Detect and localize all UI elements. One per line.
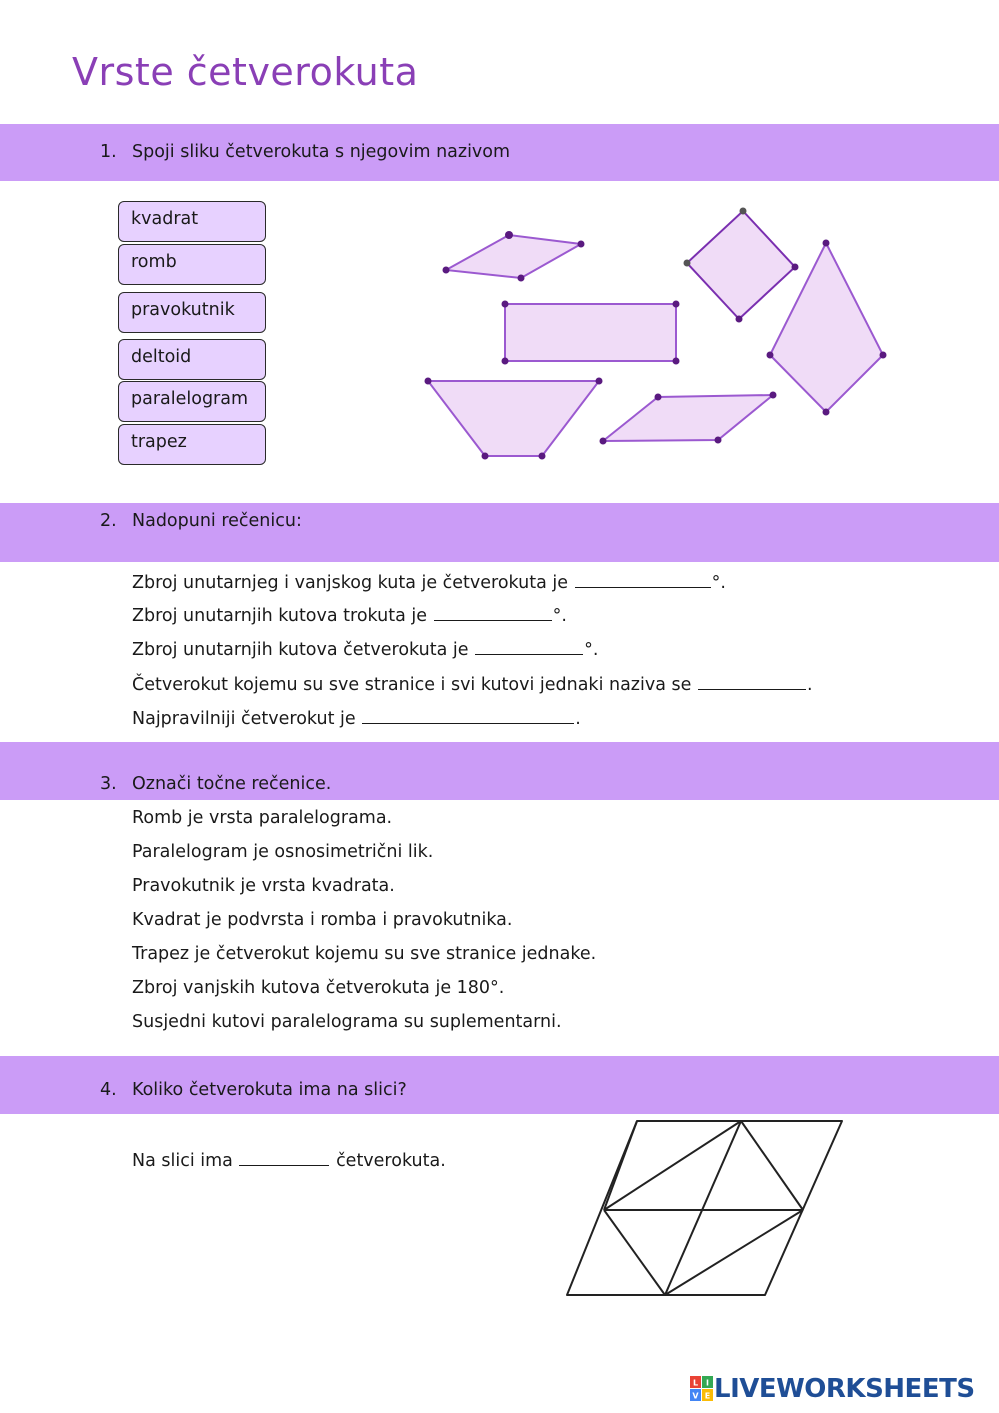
q4-answer-line: Na slici ima četverokuta. [132, 1151, 446, 1171]
shape-square-rotated[interactable] [684, 208, 799, 323]
q2-sentence-5: Najpravilniji četverokut je . [132, 709, 581, 729]
fill-blank-4[interactable] [698, 673, 806, 690]
svg-text:V: V [692, 1391, 699, 1401]
counting-figure [555, 1112, 855, 1304]
q1-text: Spoji sliku četverokuta s njegovim nazivom [132, 142, 511, 162]
statement-4[interactable]: Kvadrat je podvrsta i romba i pravokutnika. [132, 910, 513, 930]
label-box-trapez[interactable]: trapez [118, 424, 266, 465]
label-box-pravokutnik[interactable]: pravokutnik [118, 292, 266, 333]
label-box-romb[interactable]: romb [118, 244, 266, 285]
q2-heading [100, 511, 302, 531]
q4-text: Koliko četverokuta ima na slici? [132, 1080, 407, 1100]
q2-sentence-2: Zbroj unutarnjih kutova trokuta je °. [132, 606, 567, 626]
liveworksheets-logo-icon [690, 1376, 714, 1402]
label-box-paralelogram[interactable]: paralelogram [118, 381, 266, 422]
q2-text: Nadopuni rečenicu: [132, 511, 302, 531]
q3-heading [100, 774, 331, 794]
fill-blank-1[interactable] [575, 571, 711, 588]
fill-blank-count[interactable] [239, 1149, 329, 1166]
statement-6[interactable]: Zbroj vanjskih kutova četverokuta je 180°. [132, 978, 505, 998]
shape-parallelogram-top[interactable] [443, 231, 585, 282]
label-box-deltoid[interactable]: deltoid [118, 339, 266, 380]
q4-number: 4. [100, 1080, 117, 1100]
fill-blank-5[interactable] [362, 707, 574, 724]
q1-number: 1. [100, 142, 117, 162]
label-box-kvadrat[interactable]: kvadrat [118, 201, 266, 242]
statement-2[interactable]: Paralelogram je osnosimetrični lik. [132, 842, 434, 862]
q2-number: 2. [100, 511, 117, 531]
svg-text:E: E [704, 1391, 711, 1401]
liveworksheets-text: LIVEWORKSHEETS [714, 1374, 975, 1404]
fill-blank-2[interactable] [434, 604, 552, 621]
svg-text:L: L [692, 1378, 699, 1388]
q2-sentence-1: Zbroj unutarnjeg i vanjskog kuta je četverokuta je °. [132, 573, 726, 593]
statement-1[interactable]: Romb je vrsta paralelograma. [132, 808, 393, 828]
liveworksheets-logo [690, 1374, 975, 1404]
statement-3[interactable]: Pravokutnik je vrsta kvadrata. [132, 876, 395, 896]
shape-rectangle[interactable] [502, 301, 680, 365]
q3-number: 3. [100, 774, 117, 794]
shape-trapezoid[interactable] [425, 378, 603, 460]
statement-5[interactable]: Trapez je četverokut kojemu su sve stranice jednake. [132, 944, 597, 964]
svg-text:I: I [706, 1378, 709, 1388]
q4-heading [100, 1080, 407, 1100]
quadrilateral-shapes [0, 0, 999, 480]
page-title: Vrste četverokuta [72, 50, 419, 94]
q2-sentence-4: Četverokut kojemu su sve stranice i svi kutovi jednaki naziva se . [132, 675, 813, 695]
shape-parallelogram-bottom[interactable] [600, 392, 777, 445]
fill-blank-3[interactable] [475, 638, 583, 655]
statement-7[interactable]: Susjedni kutovi paralelograma su suplementarni. [132, 1012, 562, 1032]
q3-text: Označi točne rečenice. [132, 774, 332, 794]
q2-sentence-3: Zbroj unutarnjih kutova četverokuta je °. [132, 640, 599, 660]
